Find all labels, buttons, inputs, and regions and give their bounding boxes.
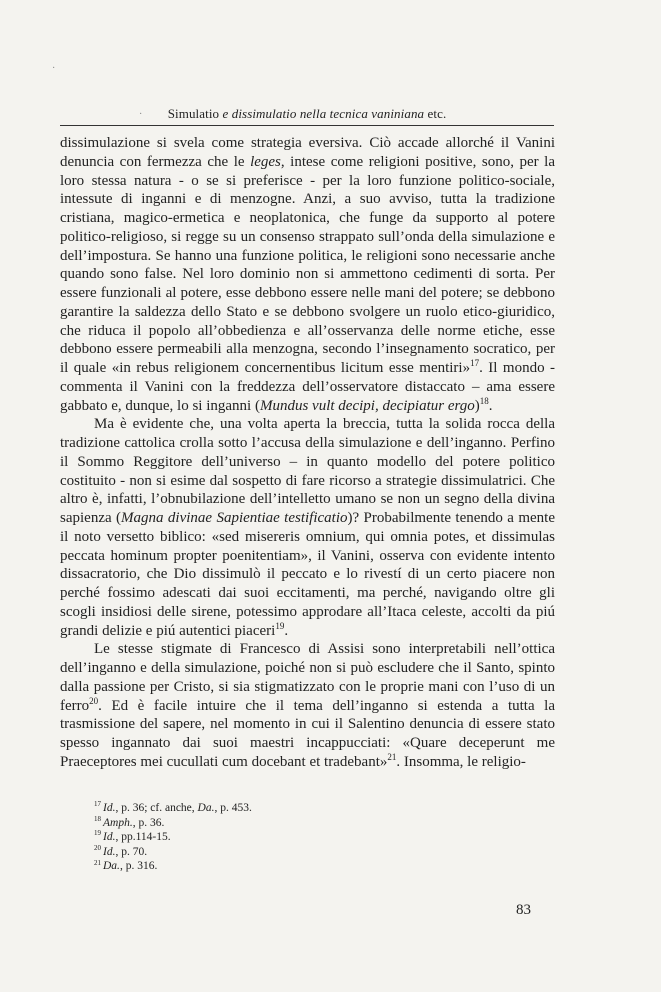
footnote-19: $^{19}$ Id., pp.114-15. [94,829,171,844]
running-head [60,106,554,122]
footnote-ref-18: 18 [479,395,489,406]
footnote-ref-17: 17 [470,358,480,368]
footnote-ref-21: 21 [387,751,397,762]
header-rule [60,125,554,126]
footnote-18: $^{18}$ Amph., p. 36. [94,814,165,829]
footnote-ref-20: 20 [89,695,99,706]
scan-speck: · [52,63,56,74]
running-head-etc: etc. [424,106,447,121]
footnote-17: $^{17}$ Id., p. 36; cf. anche, Da., p. 453. [94,800,252,814]
paragraph-1: dissimulazione si svela come strategia eversiva. Ciò accade allorché il Vanini denuncia con fermezza che le leges, intese come religioni positive, sono, per la loro stessa natura - o se si preferisce - per la loro funzione politico-sociale, intessute di inganni e di menzogne. Anzi, a suo avviso, tutta la tradizione cristiana, magico-ermetica e neoplatonica, che funge da supporto al potere politico-religioso, si regge su un consenso strappato sull’onda della simulazione e dell’impostura. Se hanno una funzione politica, le religioni sono necessarie anche quando sono false. Nel loro dominio non si ammettono cedimenti di sorta. Per essere funzionali al potere, esse debbono essere nelle mani del potere; se debbono garantire la saldezza dello Stato e se debbono svolgere un ruolo etico-giuridico, che riduca il popolo all’obbedienza e all’osservanza delle norme etiche, esse debbono essere permeabili alla menzogna, secondo l’insegnamento socratico, per il quale «in rebus religionem concernentibus licitum esse mentiri»$^{17}$. Il mondo - commenta il Vanini con la freddezza dell’osservatore distaccato – ama essere gabbato e, dunque, lo si inganni (Mundus vult decipi, decipiatur ergo)$^{18}$. [60,135,556,414]
footnote-20: $^{20}$ Id., p. 70. [94,843,148,858]
paragraph-3: Le stesse stigmate di Francesco di Assisi sono interpretabili nell’ottica dell’inganno e della simulazione, poiché non si può escludere che il Santo, spinto dalla passione per Cristo, si sia stigmatizzato con le proprie mani con l’uso di un ferro$^{20}$. Ed è facile intuire che il tema dell’inganno si estenda a tutta la trasmissione del sapere, nel momento in cui il Salentino denuncia di essere stato spesso ingannato dai suoi maestri incappucciati: «Quare deceperunt me Praeceptores mei cucullati cum docebant et tradebant»$^{21}$. Insomma, le religio- [60,641,555,770]
running-head-title: Simulatio [167,106,223,121]
footnotes [60,801,555,874]
footnote-ref-19: 19 [275,620,285,631]
page-number: 83 [516,902,531,918]
paragraph-2: Ma è evidente che, una volta aperta la breccia, tutta la solida rocca della tradizione cattolica crolla sotto l’accusa della simulazione e dell’inganno. Perfino il Sommo Reggitore dell’universo – in quanto modello del potere politico costituito - non si esime dal sospetto di fare ricorso a strategie dissimulatrici. Che altro è, infatti, l’obnubilazione dell’intelletto umano se non un segno della divina sapienza (Magna divinae Sapientiae testificatio)? Probabilmente tenendo a mente il noto versetto biblico: «sed misereris omnium, qui omnia potes, et dissimulas peccata hominum propter poenitentiam», il Vanini, osserva con evidente intento dissacratorio, che Dio dissimulò il peccato e lo rivestí di un certo piacere non perché fossimo adescati dai suoi eccitamenti, ma perché, navigando oltre gli scogli insidiosi delle sirene, potessimo approdare all’Itaca celeste, accolti da piú grandi delizie e piú autentici piaceri$^{19}$. [60,416,555,639]
main-text [60,134,555,772]
running-head-italic: e dissimulatio nella tecnica vaniniana [222,106,425,121]
scan-speck: · [139,109,143,120]
footnote-21: $^{21}$ Da., p. 316. [94,858,158,873]
